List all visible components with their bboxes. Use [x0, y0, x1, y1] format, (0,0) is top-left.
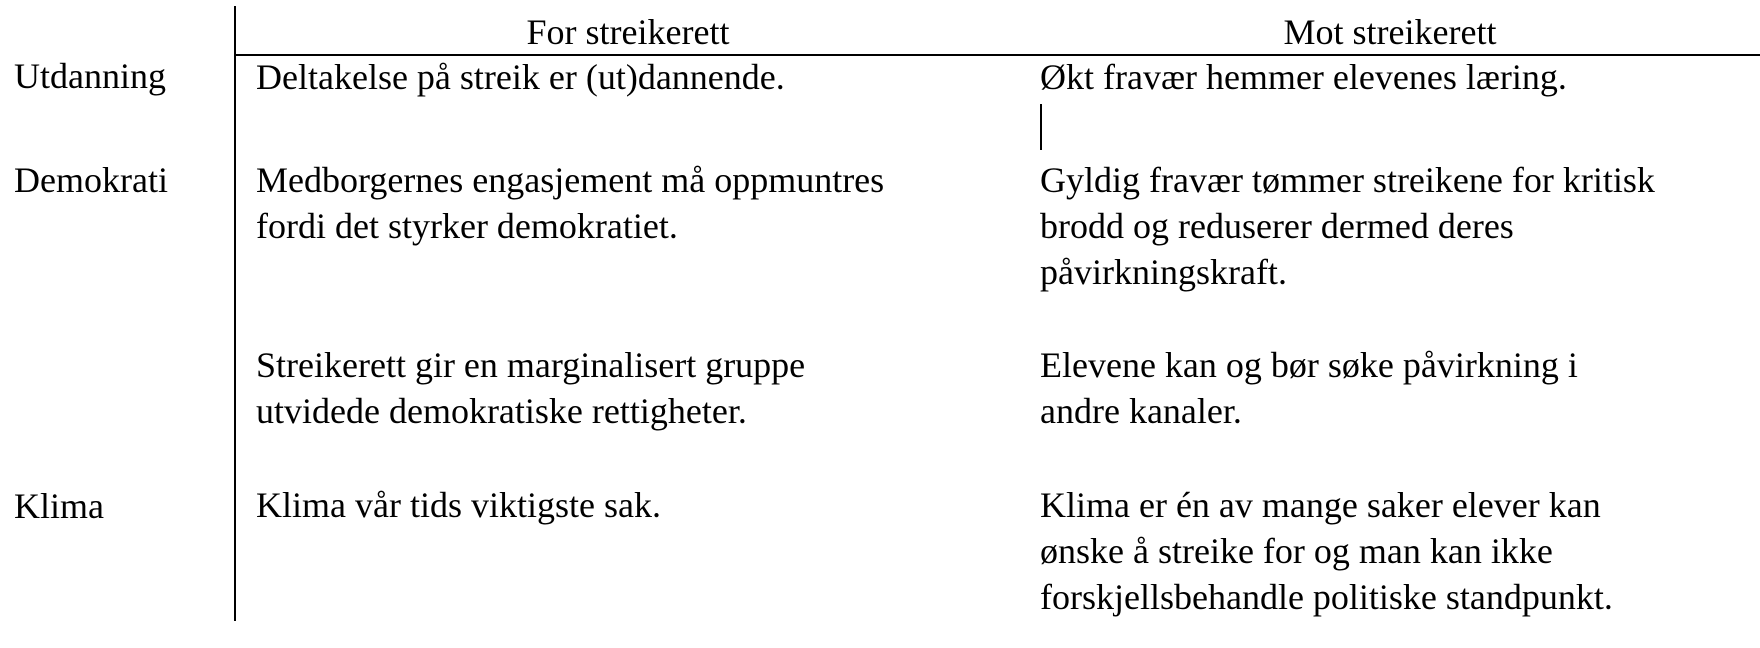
cell-demokrati-for-2	[256, 342, 1016, 434]
cell-demokrati-for	[256, 157, 1016, 249]
cell-line: utvidede demokratiske rettigheter.	[256, 391, 747, 431]
cell-line: Økt fravær hemmer elevenes læring.	[1040, 57, 1567, 97]
row-label-demokrati: Demokrati	[14, 160, 168, 200]
cell-utdanning-mot	[1040, 54, 1758, 100]
header-for-streikerett: For streikerett	[526, 12, 730, 52]
row-label-utdanning: Utdanning	[14, 56, 166, 96]
cell-demokrati-mot	[1040, 157, 1758, 295]
cell-line: Elevene kan og bør søke påvirkning i	[1040, 345, 1578, 385]
cell-line: Streikerett gir en marginalisert gruppe	[256, 345, 806, 385]
cell-line: Deltakelse på streik er (ut)dannende.	[256, 57, 785, 97]
cell-line: andre kanaler.	[1040, 391, 1242, 431]
cell-line: påvirkningskraft.	[1040, 252, 1287, 292]
cell-klima-for	[256, 482, 1016, 528]
cell-line: ønske å streike for og man kan ikke	[1040, 531, 1553, 571]
column-divider	[234, 6, 236, 621]
cell-line: forskjellsbehandle politiske standpunkt.	[1040, 577, 1613, 617]
cell-klima-mot	[1040, 482, 1758, 620]
cell-line: Klima er én av mange saker elever kan	[1040, 485, 1601, 525]
cell-line: Gyldig fravær tømmer streikene for kritisk	[1040, 160, 1655, 200]
text-cursor	[1040, 104, 1042, 150]
cell-demokrati-mot-2	[1040, 342, 1758, 434]
cell-utdanning-for	[256, 54, 1016, 100]
cell-line: Medborgernes engasjement må oppmuntres	[256, 160, 885, 200]
row-label-klima: Klima	[14, 486, 104, 526]
cell-line: brodd og reduserer dermed deres	[1040, 206, 1514, 246]
header-mot-streikerett: Mot streikerett	[1283, 12, 1497, 52]
cell-line: Klima vår tids viktigste sak.	[256, 485, 661, 525]
cell-line: fordi det styrker demokratiet.	[256, 206, 678, 246]
